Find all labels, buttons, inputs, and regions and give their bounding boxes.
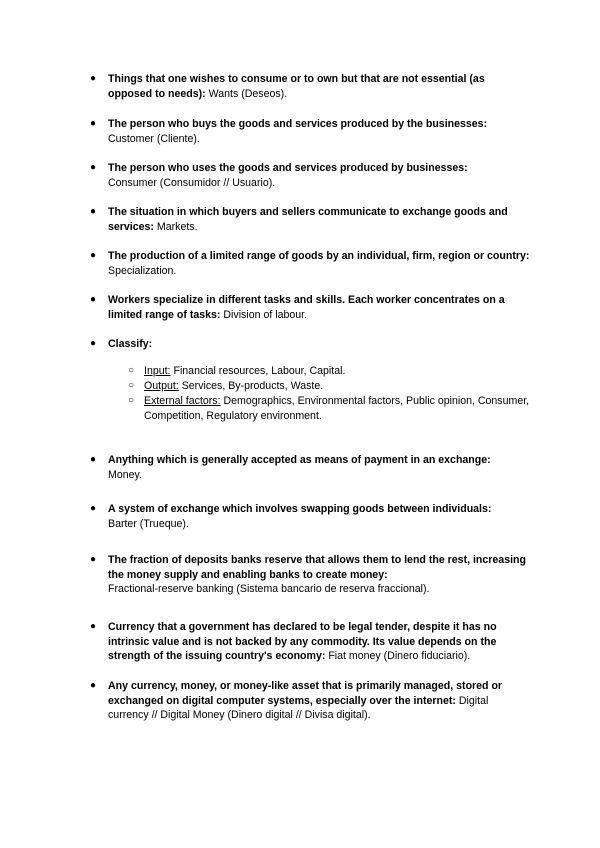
list-item-classify xyxy=(90,337,530,352)
item-term: Anything which is generally accepted as means of payment in an exchange: xyxy=(108,454,491,466)
sub-list-item-external-factors xyxy=(128,394,530,423)
bullet-icon: ● xyxy=(90,621,97,632)
item-term: The production of a limited range of goods by an individual, firm, region or country: xyxy=(108,250,530,262)
sub-item-label: Input: xyxy=(144,365,171,377)
bullet-icon: ● xyxy=(90,206,97,217)
list-item xyxy=(90,161,530,190)
item-answer: Customer (Cliente). xyxy=(108,132,200,145)
item-term: Things that one wishes to consume or to own but that are not essential (as opposed to needs): xyxy=(108,73,485,100)
hollow-bullet-icon: ○ xyxy=(128,380,135,391)
bullet-icon: ● xyxy=(90,162,97,173)
sub-list-item-output xyxy=(128,379,530,394)
bullet-icon: ● xyxy=(90,294,97,305)
list-item xyxy=(90,502,530,531)
list-item xyxy=(90,453,530,482)
hollow-bullet-icon: ○ xyxy=(128,365,135,376)
item-answer: Wants (Deseos). xyxy=(208,87,288,100)
item-term: Currency that a government has declared to be legal tender, despite it has no intrinsic value and is not backed by any commodity. Its value depends on the strength of the issuing country's economy: xyxy=(108,621,497,663)
list-item xyxy=(90,117,530,146)
list-item xyxy=(90,249,530,278)
item-term: Classify: xyxy=(108,338,153,350)
list-item xyxy=(90,293,530,322)
sub-item-text: Services, By-products, Waste. xyxy=(181,380,324,392)
item-answer: Barter (Trueque). xyxy=(108,517,189,530)
sub-item-label: Output: xyxy=(144,380,179,392)
sub-item-label: External factors: xyxy=(144,395,221,407)
hollow-bullet-icon: ○ xyxy=(128,395,135,406)
item-answer: Specialization. xyxy=(108,264,177,277)
bullet-icon: ● xyxy=(90,454,97,465)
list-item xyxy=(90,205,530,234)
item-term: The person who uses the goods and services produced by businesses: xyxy=(108,162,468,174)
bullet-icon: ● xyxy=(90,118,97,129)
item-answer: Fiat money (Dinero fiduciario). xyxy=(328,650,471,663)
list-item xyxy=(90,553,530,597)
bullet-icon: ● xyxy=(90,680,97,691)
list-item xyxy=(90,679,530,723)
list-item xyxy=(90,72,530,101)
item-term: The fraction of deposits banks reserve that allows them to lend the rest, increasing the money supply and enabling banks to create money: xyxy=(108,554,526,581)
item-term: The person who buys the goods and services produced by the businesses: xyxy=(108,118,488,130)
list-item xyxy=(90,620,530,664)
bullet-icon: ● xyxy=(90,338,97,349)
item-answer: Markets. xyxy=(156,220,198,233)
sub-item-text: Financial resources, Labour, Capital. xyxy=(173,365,346,377)
item-term: A system of exchange which involves swapping goods between individuals: xyxy=(108,503,492,515)
sub-list-item-input xyxy=(128,364,530,379)
item-term: Workers specialize in different tasks and skills. Each worker concentrates on a limited range of tasks: xyxy=(108,294,505,321)
item-term: Any currency, money, or money-like asset that is primarily managed, stored or exchanged on digital computer systems, especially over the internet: xyxy=(108,680,503,707)
sub-item-text: Demographics, Environmental factors, Public opinion, Consumer, Competition, Regulatory environment. xyxy=(144,395,530,422)
item-answer: Digital currency // Digital Money (Dinero digital // Divisa digital). xyxy=(108,694,489,722)
bullet-icon: ● xyxy=(90,250,97,261)
bullet-icon: ● xyxy=(90,503,97,514)
bullet-icon: ● xyxy=(90,73,97,84)
item-answer: Division of labour. xyxy=(223,308,308,321)
item-answer: Money. xyxy=(108,468,142,481)
item-answer: Fractional-reserve banking (Sistema bancario de reserva fraccional). xyxy=(108,583,430,596)
item-term: The situation in which buyers and sellers communicate to exchange goods and services: xyxy=(108,206,508,233)
bullet-icon: ● xyxy=(90,554,97,565)
item-answer: Consumer (Consumidor // Usuario). xyxy=(108,176,276,189)
